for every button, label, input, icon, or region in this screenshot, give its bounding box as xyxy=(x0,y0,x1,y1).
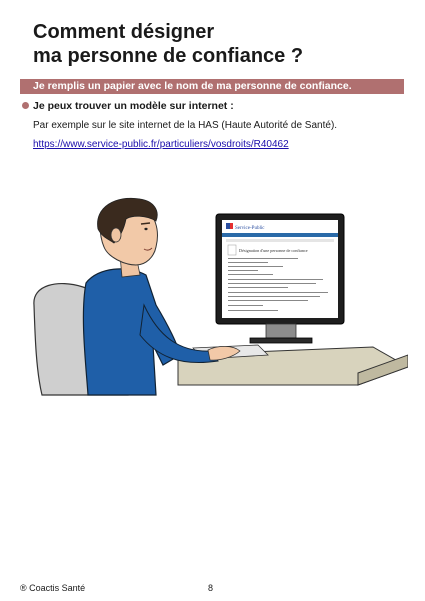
page-title xyxy=(33,20,413,68)
monitor xyxy=(216,214,344,343)
page-title-line1: Comment désigner xyxy=(33,21,215,43)
screen-site-name: Service-Public xyxy=(235,226,265,231)
footer-copyright: ® Coactis Santé xyxy=(20,583,86,593)
page-title-line2: ma personne de confiance ? xyxy=(33,45,304,67)
bullet-dot-icon xyxy=(22,102,29,109)
example-paragraph: Par exemple sur le site internet de la HAS (Haute Autorité de Santé). xyxy=(33,120,338,131)
bullet-item xyxy=(20,99,410,113)
shirt xyxy=(83,269,180,395)
screen-doc-title: Désignation d'une personne de confiance xyxy=(239,248,308,253)
section-banner: Je remplis un papier avec le nom de ma personne de confiance. xyxy=(20,79,404,94)
person-at-computer-illustration xyxy=(28,195,408,400)
service-public-link[interactable]: https://www.service-public.fr/particuliers/vosdroits/R40462 xyxy=(33,139,289,150)
page-number: 8 xyxy=(208,583,214,593)
bullet-text: Je peux trouver un modèle sur internet : xyxy=(33,100,234,112)
